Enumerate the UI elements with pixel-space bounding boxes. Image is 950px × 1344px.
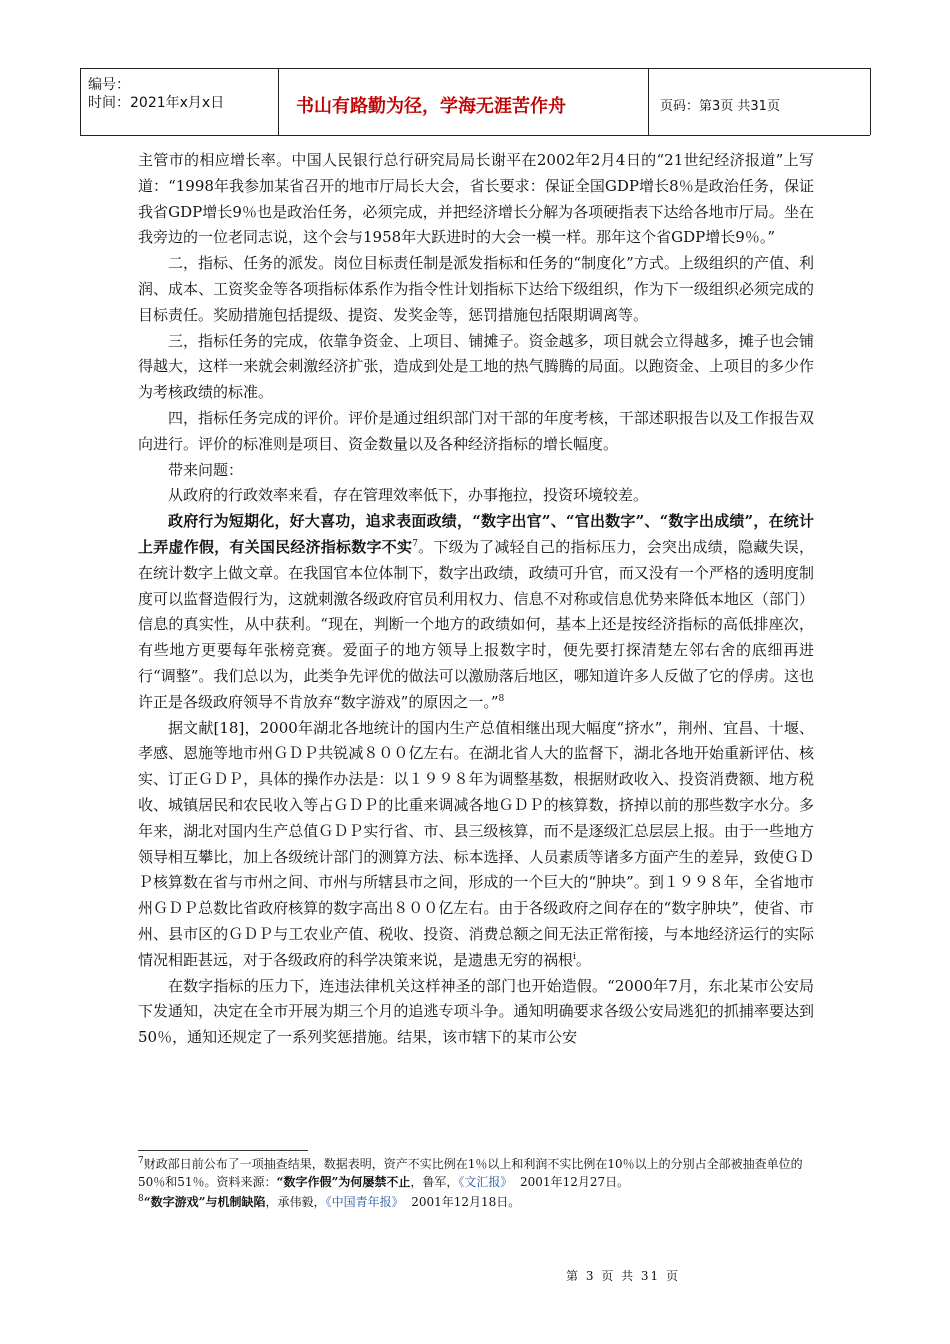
paragraph-7 <box>138 509 814 715</box>
paragraph-6: 从政府的行政效率来看，存在管理效率低下，办事拖拉，投资环境较差。 <box>168 486 649 505</box>
footnote-8-author: ，承伟毅， <box>265 1195 326 1209</box>
paragraph-7-bold: 政府行为短期化，好大喜功，追求表面政绩，“数字出官”、“官出数字”、“数字出成绩”，在统计上弄虚作假，有关国民经济指标数字不实 <box>138 512 814 556</box>
paragraph-2: 二，指标、任务的派发。岗位目标责任制是派发指标和任务的“制度化”方式。上级组织的产值、利润、成本、工资奖金等各项指标体系作为指令性计划指标下达给下级组织，作为下一级组织必须完成的目标责任。奖励措施包括提级、提资、发奖金等，惩罚措施包括限期调离等。 <box>138 254 814 324</box>
footnote-7-date: 2001年12月27日。 <box>520 1175 630 1189</box>
footnote-7-author: ，鲁军， <box>410 1175 459 1189</box>
paragraph-8 <box>138 716 814 974</box>
header-page-info: 页码：第3页 共31页 <box>660 99 780 114</box>
paragraph-8-end: 。 <box>575 950 591 969</box>
footnote-8 <box>138 1193 814 1211</box>
footnote-ref-7[interactable]: 7 <box>412 538 418 549</box>
header-divider-left <box>80 68 81 135</box>
footnote-8-source[interactable]: 《中国青年报》 <box>325 1195 404 1209</box>
footnote-8-title: “数字游戏”与机制缺陷 <box>143 1195 266 1209</box>
footnote-7-text: 财政部日前公布了一项抽查结果，数据表明，资产不实比例在1％以上和利润不实比例在10％以上的分别占全部被抽查单位的50％和51％。资料来源： <box>138 1157 803 1189</box>
page-footer: 第 3 页 共 31 页 <box>566 1269 680 1283</box>
footnote-7-number: 7 <box>138 1156 144 1166</box>
paragraph-4: 四，指标任务完成的评价。评价是通过组织部门对干部的年度考核，干部述职报告以及工作报告双向进行。评价的标准则是项目、资金数量以及各种经济指标的增长幅度。 <box>138 408 814 453</box>
footnote-ref-8[interactable]: 8 <box>498 693 505 704</box>
footnote-7-title: “数字作假”为何屡禁不止 <box>276 1175 411 1189</box>
endnote-ref-i[interactable]: i <box>573 951 576 962</box>
header-motto: 书山有路勤为径，学海无涯苦作舟 <box>296 96 566 117</box>
footnote-8-number: 8 <box>138 1194 144 1204</box>
header-time-label: 时间：2021年x月x日 <box>88 95 225 111</box>
paragraph-3: 三，指标任务的完成，依靠争资金、上项目、铺摊子。资金越多，项目就会立得越多，摊子也会铺得越大，这样一来就会刺激经济扩张，造成到处是工地的热气腾腾的局面。以跑资金、上项目的多少作为考核政绩的标准。 <box>138 331 814 402</box>
footnote-separator <box>138 1150 308 1151</box>
paragraph-5: 带来问题： <box>168 460 244 479</box>
header-bottom-border <box>80 135 870 136</box>
footnote-8-date: 2001年12月18日。 <box>411 1195 521 1209</box>
document-body <box>138 148 814 1051</box>
paragraph-1: 主管市的相应增长率。中国人民银行总行研究局局长谢平在2002年2月4日的“21世纪经济报道”上写道：“1998年我参加某省召开的地市厅局长大会，省长要求：保证全国GDP增长8％是政治任务，保证我省GDP增长9％也是政治任务，必须完成，并把经济增长分解为各项硬指表下达给各地市厅局。坐在我旁边的一位老同志说，这个会与1958年大跃进时的大会一模一样。那年这个省GDP增长9％。” <box>138 151 814 247</box>
header-divider-right <box>870 68 871 135</box>
paragraph-7-rest: 。下级为了减轻自己的指标压力，会突出成绩，隐藏失误，在统计数字上做文章。在我国官本位体制下，数字出政绩，政绩可升官，而又没有一个严格的透明度制度可以监督造假行为，这就刺激各级政府官员利用权力、信息不对称或信息优势来降低本地区（部门）信息的真实性，从中获利。“现在，判断一个地方的政绩如何，基本上还是按经济指标的高低排座次，有些地方更要每年张榜竞赛。爱面子的地方领导上报数字时，便先要打探清楚左邻右舍的底细再进行“调整”。我们总以为，此类争先评优的做法可以激励落后地区，哪知道许多人反做了它的俘虏。这也许正是各级政府领导不肯放弃“数字游戏”的原因之一。” <box>138 537 814 711</box>
header-top-border <box>80 68 870 69</box>
footnote-7-source[interactable]: 《文汇报》 <box>458 1175 513 1189</box>
paragraph-8-text: 据文献[18]，2000年湖北各地统计的国内生产总值相继出现大幅度“挤水”，荆州、宜昌、十堰、孝感、恩施等地市州ＧＤＰ共锐减８００亿左右。在湖北省人大的监督下，湖北各地开始重新评估、核实、订正ＧＤＰ，具体的操作办法是：以１９９８年为调整基数，根据财政收入、投资消费额、地方税收、城镇居民和农民收入等占ＧＤＰ的比重来调减各地ＧＤＰ的核算数，挤掉以前的那些数字水分。多年来，湖北对国内生产总值ＧＤＰ实行省、市、县三级核算，而不是逐级汇总层层上报。由于一些地方领导相互攀比，加上各级统计部门的测算方法、标本选择、人员素质等诸多方面产生的差异，致使ＧＤＰ核算数在省与市州之间、市州与所辖县市之间，形成的一个巨大的“肿块”。到１９９８年，全省地市州ＧＤＰ总数比省政府核算的数字高出８００亿左右。由于各级政府之间存在的“数字肿块”，使省、市州、县市区的ＧＤＰ与工农业产值、税收、投资、消费总额之间无法正常衔接，与本地经济运行的实际情况相距甚远，对于各级政府的科学决策来说，是遗患无穷的祸根 <box>138 718 814 969</box>
paragraph-9: 在数字指标的压力下，连违法律机关这样神圣的部门也开始造假。“2000年7月，东北某市公安局下发通知，决定在全市开展为期三个月的追逃专项斗争。通知明确要求各级公安局逃犯的抓捕率要达到50％，通知还规定了一系列奖惩措施。结果，该市辖下的某市公安 <box>138 976 814 1047</box>
header-divider-1 <box>278 68 279 135</box>
footnotes <box>138 1155 814 1213</box>
header-number-label: 编号： <box>88 77 130 93</box>
footnote-7 <box>138 1155 814 1191</box>
header-divider-2 <box>648 68 649 135</box>
